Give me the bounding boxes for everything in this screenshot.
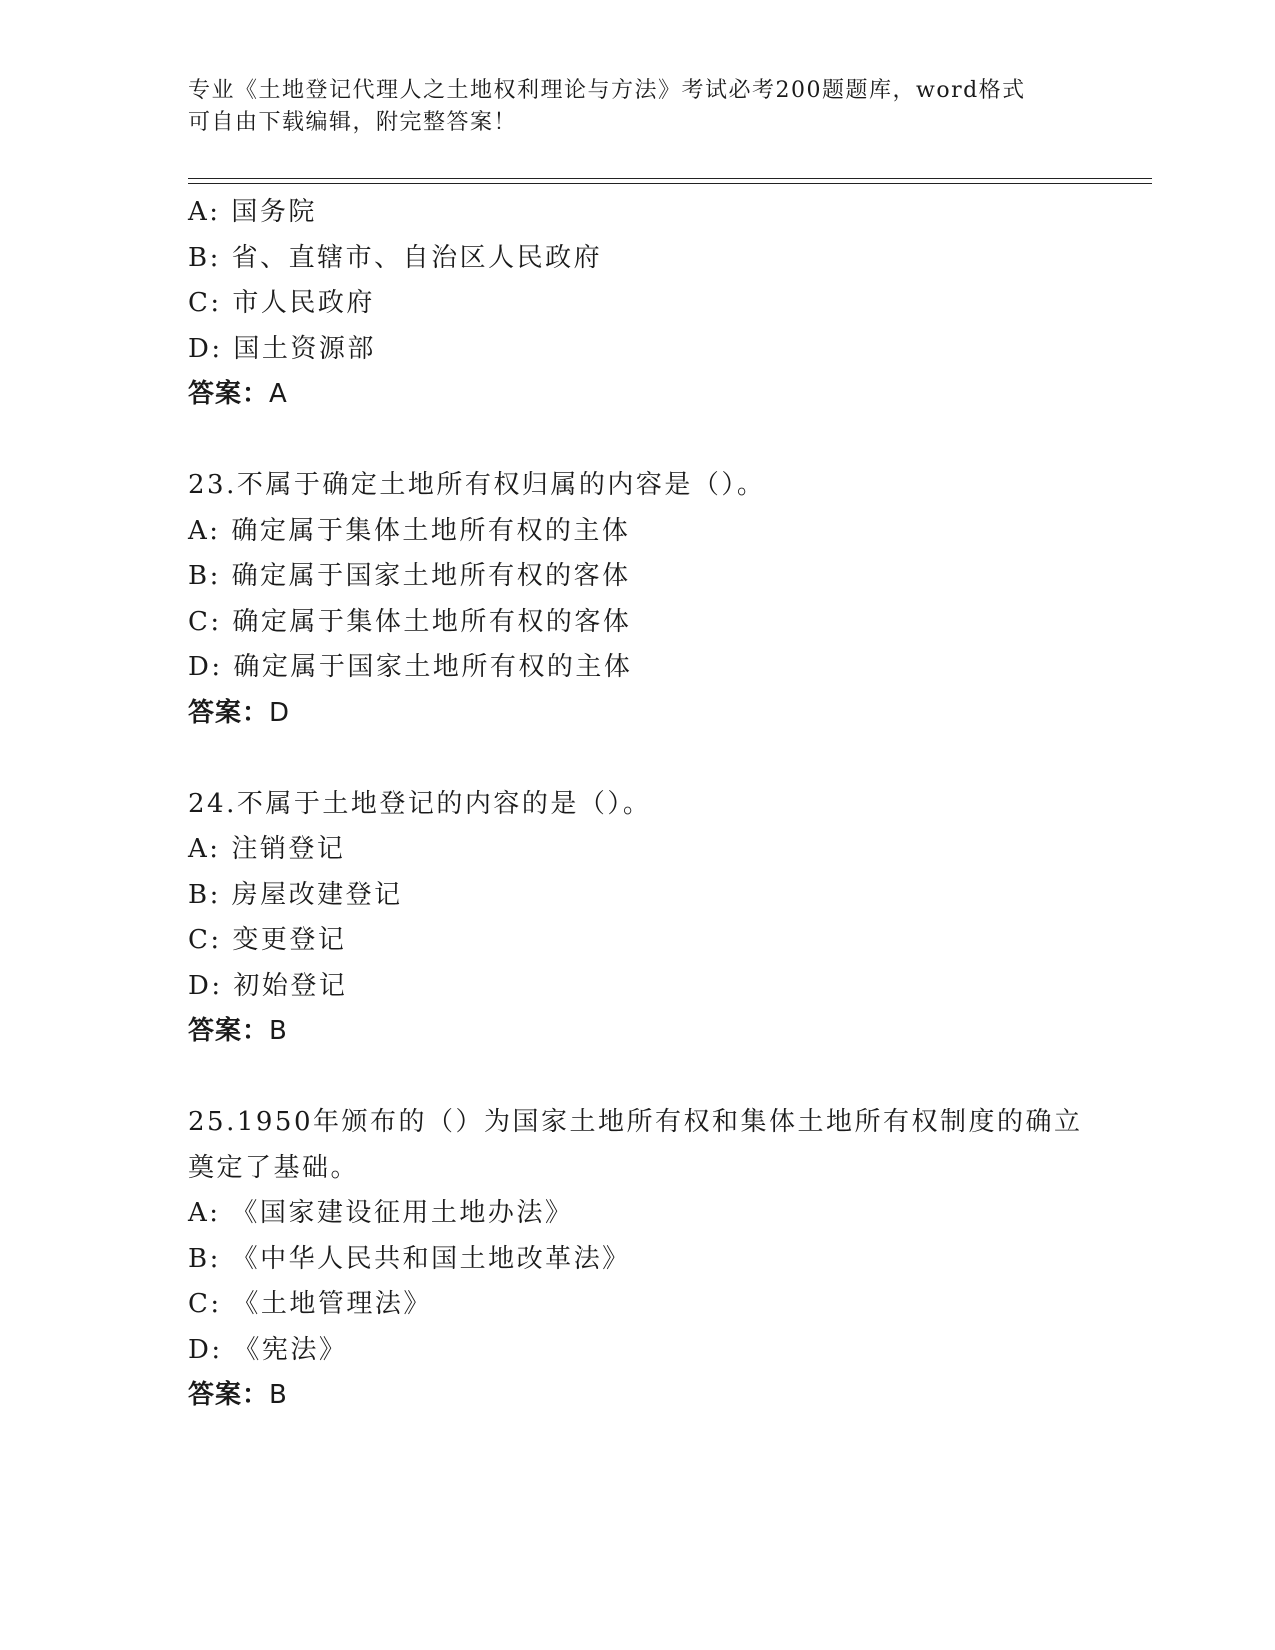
header-line-2: 可自由下载编辑，附完整答案！ <box>188 110 518 135</box>
option-c <box>188 600 1088 646</box>
option-a <box>188 509 1088 555</box>
option-text: 省、直辖市、自治区人民政府 <box>231 242 603 273</box>
option-letter: D: <box>188 652 223 682</box>
option-b <box>188 873 1088 919</box>
option-text: 国务院 <box>231 197 317 227</box>
option-letter: A: <box>188 197 221 227</box>
option-text: 《中华人民共和国土地改革法》 <box>231 1243 631 1274</box>
option-b <box>188 1237 1088 1283</box>
answer-value: A <box>269 379 288 409</box>
option-c <box>188 1282 1088 1328</box>
question-stem-line-1: 25.1950年颁布的（）为国家土地所有权和集体土地所有权制度的确立 <box>188 1107 1083 1137</box>
option-b <box>188 236 1088 282</box>
header-divider-bottom <box>188 183 1152 184</box>
header-line-1: 专业《土地登记代理人之土地权利理论与方法》考试必考200题题库，word格式 <box>188 78 1026 103</box>
option-letter: A: <box>188 834 221 864</box>
option-letter: C: <box>188 606 222 637</box>
answer-label: 答案： <box>188 1380 270 1410</box>
option-letter: A: <box>188 515 221 546</box>
option-letter: D: <box>188 1334 223 1365</box>
option-c <box>188 281 1088 327</box>
option-text: 确定属于国家土地所有权的主体 <box>233 652 633 682</box>
option-b <box>188 554 1088 600</box>
option-text: 市人民政府 <box>232 288 375 318</box>
question-23 <box>188 463 1088 736</box>
answer-line <box>188 1373 1088 1419</box>
option-text: 初始登记 <box>233 970 348 1001</box>
answer-label: 答案： <box>188 1016 270 1046</box>
question-stem: 23.不属于确定土地所有权归属的内容是（）。 <box>188 470 766 500</box>
option-letter: B: <box>188 1243 221 1274</box>
answer-line <box>188 372 1088 418</box>
answer-line <box>188 1009 1088 1055</box>
answer-label: 答案： <box>188 697 270 728</box>
option-d <box>188 1328 1088 1374</box>
option-a <box>188 827 1088 873</box>
option-letter: C: <box>188 1289 222 1319</box>
option-d <box>188 645 1088 691</box>
option-text: 确定属于集体土地所有权的主体 <box>231 515 631 546</box>
question-25 <box>188 1100 1088 1419</box>
question-list <box>188 190 1088 1419</box>
option-letter: D: <box>188 970 223 1001</box>
option-letter: D: <box>188 333 223 364</box>
spacer <box>188 736 1088 782</box>
option-text: 国土资源部 <box>233 333 376 364</box>
option-a <box>188 1191 1088 1237</box>
option-letter: B: <box>188 561 221 591</box>
spacer <box>188 1055 1088 1101</box>
option-text: 变更登记 <box>232 925 347 955</box>
question-22-continued <box>188 190 1088 418</box>
option-d <box>188 327 1088 373</box>
answer-label: 答案： <box>188 379 270 409</box>
option-d <box>188 964 1088 1010</box>
option-c <box>188 918 1088 964</box>
option-text: 《土地管理法》 <box>232 1289 432 1319</box>
question-24 <box>188 782 1088 1055</box>
header-divider-top <box>188 178 1152 179</box>
spacer <box>188 418 1088 464</box>
answer-value: D <box>269 697 291 728</box>
option-letter: B: <box>188 879 221 910</box>
answer-line <box>188 691 1088 737</box>
option-letter: C: <box>188 925 222 955</box>
question-stem-line-2: 奠定了基础。 <box>188 1152 360 1183</box>
option-letter: B: <box>188 242 221 273</box>
answer-value: B <box>269 1016 288 1046</box>
option-text: 《国家建设征用土地办法》 <box>231 1198 574 1228</box>
option-letter: A: <box>188 1198 221 1228</box>
option-text: 确定属于集体土地所有权的客体 <box>232 606 632 637</box>
option-a <box>188 190 1088 236</box>
answer-value: B <box>269 1380 288 1410</box>
option-text: 《宪法》 <box>233 1334 348 1365</box>
option-letter: C: <box>188 288 222 318</box>
document-header <box>188 75 1088 139</box>
option-text: 注销登记 <box>231 834 346 864</box>
option-text: 房屋改建登记 <box>231 879 403 910</box>
question-stem: 24.不属于土地登记的内容的是（）。 <box>188 788 652 819</box>
option-text: 确定属于国家土地所有权的客体 <box>231 561 631 591</box>
